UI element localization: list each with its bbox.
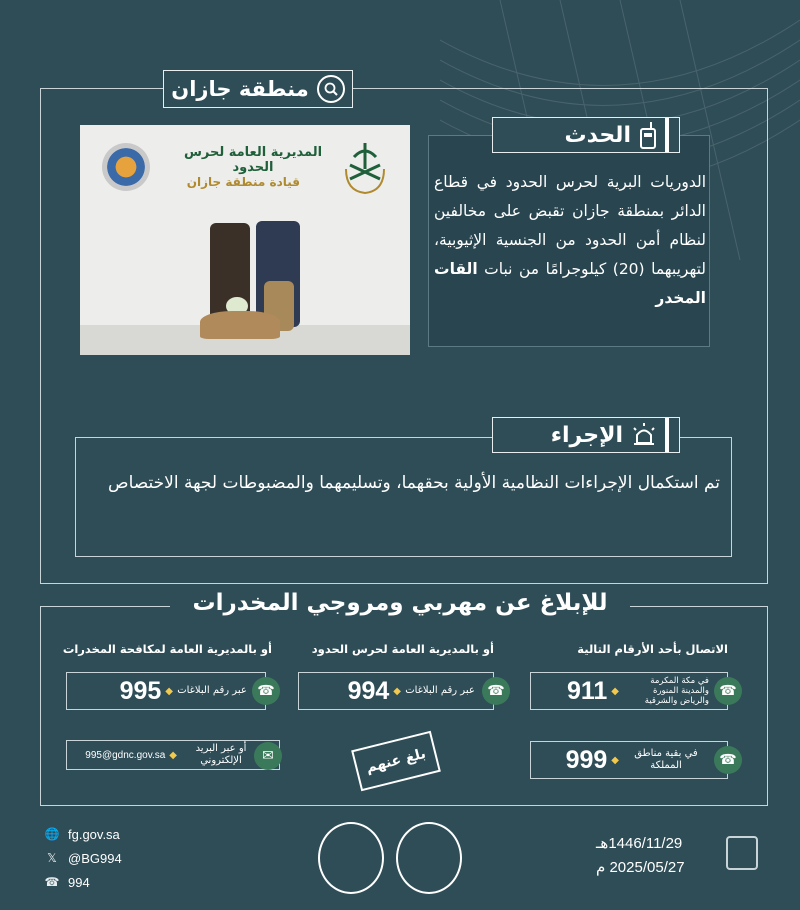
- footer-x-text: @BG994: [68, 850, 122, 866]
- phone-icon-999: ☎: [714, 746, 742, 774]
- date-hijri: 1446/11/29هـ: [596, 835, 683, 852]
- number-994-desc: عبر رقم البلاغات: [405, 685, 475, 696]
- number-box-994: عبر رقم البلاغات ◆ 994: [298, 672, 494, 710]
- report-col1-head: الاتصال بأحد الأرقام التالية: [577, 642, 728, 656]
- phone-icon: ☎: [44, 875, 60, 889]
- number-box-999: في بقية مناطق المملكة ◆ 999: [530, 741, 728, 779]
- event-text-bold: القات المخدر: [434, 260, 706, 307]
- photo-command-name: قيادة منطقة جازان: [186, 175, 300, 189]
- event-label-box: [492, 117, 680, 153]
- action-text: تم استكمال الإجراءات النظامية الأولية بحقهما، وتسليمهما والمضبوطات لجهة الاختصاص: [108, 473, 720, 493]
- footer-phone-text: 994: [68, 874, 90, 890]
- calendar-icon: [726, 836, 758, 870]
- report-title: للإبلاغ عن مهربي ومروجي المخدرات: [170, 590, 630, 616]
- number-911: 911: [566, 676, 608, 705]
- report-col2-head: أو بالمديرية العامة لحرس الحدود: [311, 642, 494, 656]
- number-999: 999: [565, 745, 608, 774]
- event-text: [434, 168, 706, 313]
- action-label: الإجراء: [550, 422, 623, 448]
- number-box-911: في مكة المكرمة والمدينة المنورة والرياض والشرقية ◆ 911: [530, 672, 728, 710]
- email-icon: ✉: [254, 742, 282, 770]
- phone-icon-995: ☎: [252, 677, 280, 705]
- action-label-box: [492, 417, 680, 453]
- date-gregorian: 2025/05/27 م: [596, 859, 685, 876]
- number-911-desc: في مكة المكرمة والمدينة المنورة والرياض والشرقية: [644, 676, 709, 706]
- phone-icon-911: ☎: [714, 677, 742, 705]
- footer-website[interactable]: [44, 826, 120, 842]
- border-guard-emblem: [102, 143, 150, 191]
- report-stamp: بلغ عنهم: [351, 731, 441, 792]
- region-tag: [163, 70, 353, 108]
- event-text-main: الدوريات البرية لحرس الحدود في قطاع الدائر بمنطقة جازان تقبض على مخالفين لنظام أمن الحدود من الجنسية الإثيوبية، لتهريبهما (20) كيلوجرامًا من نبات: [434, 173, 707, 278]
- x-icon: 𝕏: [47, 851, 57, 865]
- photo-agency-name: المديرية العامة لحرس الحدود: [183, 145, 323, 175]
- footer-website-text: fg.gov.sa: [68, 826, 120, 842]
- phone-icon-994: ☎: [482, 677, 510, 705]
- globe-icon: 🌐: [44, 827, 60, 841]
- number-994: 994: [347, 676, 390, 705]
- region-label: منطقة جازان: [171, 77, 309, 101]
- alarm-icon: [631, 423, 657, 447]
- footer-phone[interactable]: [44, 874, 90, 890]
- number-995: 995: [119, 676, 162, 705]
- number-995-desc: عبر رقم البلاغات: [177, 685, 247, 696]
- seizure-photo: [80, 125, 410, 355]
- email-desc: أو عبر البريد الإلكتروني: [195, 743, 247, 766]
- number-999-desc: في بقية مناطق المملكة: [634, 748, 698, 771]
- email-box: أو عبر البريد الإلكتروني ◆ 995@gdnc.gov.sa: [66, 740, 280, 770]
- report-col3-head: أو بالمديرية العامة لمكافحة المخدرات: [62, 642, 272, 656]
- email-address[interactable]: 995@gdnc.gov.sa: [85, 749, 166, 761]
- region-search-icon: [317, 75, 345, 103]
- seal-left-icon: [318, 822, 384, 894]
- seal-right-icon: [396, 822, 462, 894]
- radio-icon: [639, 121, 657, 149]
- footer-x[interactable]: [44, 850, 122, 866]
- event-label: الحدث: [564, 122, 631, 148]
- saudi-emblem-icon: [340, 139, 390, 195]
- number-box-995: عبر رقم البلاغات ◆ 995: [66, 672, 266, 710]
